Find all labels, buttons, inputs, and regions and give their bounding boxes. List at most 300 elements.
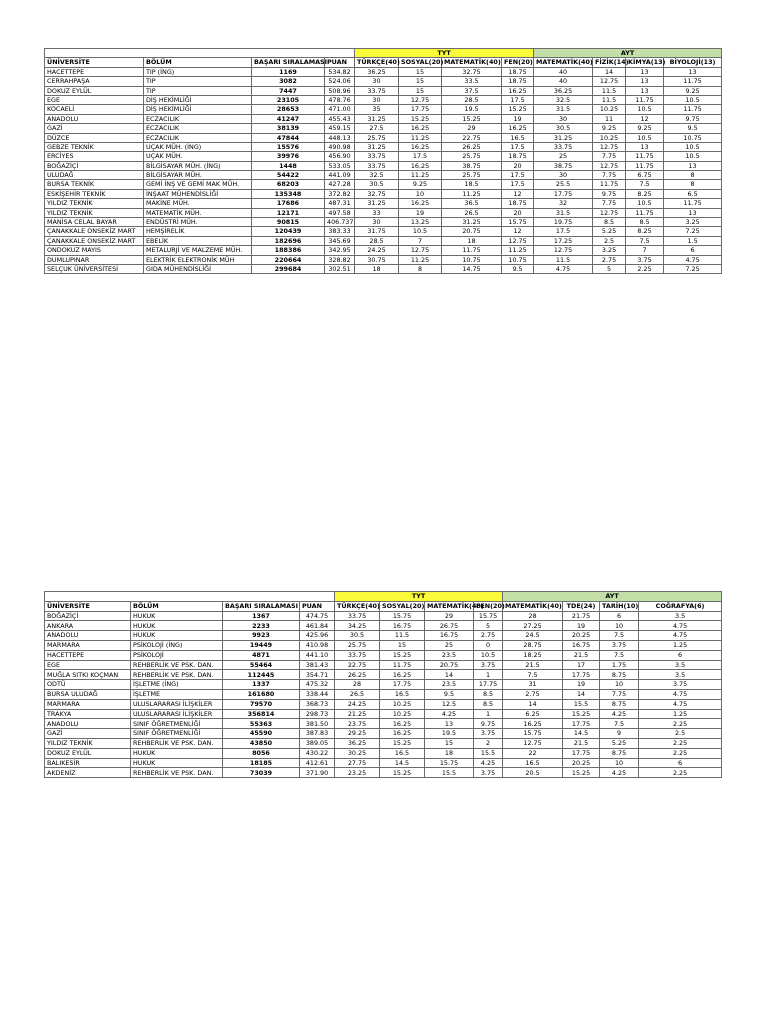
net-cell: 12.75 — [534, 246, 593, 255]
net-cell: 30.75 — [355, 255, 399, 264]
net-cell: 7.25 — [664, 227, 722, 236]
net-cell: 31.5 — [534, 105, 593, 114]
department-cell: HEMŞİRELİK — [144, 227, 252, 236]
department-cell: PSİKOLOJİ (İNG) — [131, 640, 223, 650]
net-cell: 18.25 — [503, 650, 563, 660]
rank-cell: 220664 — [252, 255, 325, 264]
net-cell: 2.25 — [626, 264, 664, 273]
net-cell: 2.25 — [639, 748, 722, 758]
net-cell: 16.25 — [380, 670, 425, 680]
university-cell: DOKUZ EYLÜL — [45, 748, 131, 758]
column-header: ÜNİVERSİTE — [45, 601, 131, 611]
net-cell: 30.25 — [335, 748, 380, 758]
net-cell: 8.25 — [626, 227, 664, 236]
net-cell: 2.75 — [503, 689, 563, 699]
table-row — [45, 709, 722, 719]
net-cell: 14 — [563, 689, 600, 699]
net-cell: 9.25 — [593, 124, 626, 133]
column-header: FEN(20) — [474, 601, 503, 611]
score-cell: 298.73 — [300, 709, 335, 719]
net-cell: 30 — [355, 95, 399, 104]
net-cell: 12.75 — [593, 161, 626, 170]
table-row — [45, 152, 722, 161]
net-cell: 12 — [626, 114, 664, 123]
net-cell: 10 — [600, 621, 639, 631]
table-row — [45, 227, 722, 236]
net-cell: 11.75 — [626, 161, 664, 170]
net-cell: 19 — [563, 621, 600, 631]
net-cell: 3.5 — [639, 611, 722, 621]
department-cell: ECZACILIK — [144, 124, 252, 133]
net-cell: 26.75 — [425, 621, 474, 631]
column-header: TÜRKÇE(40) — [335, 601, 380, 611]
net-cell: 12.75 — [593, 142, 626, 151]
net-cell: 17.5 — [502, 142, 534, 151]
net-cell: 31.25 — [355, 114, 399, 123]
net-cell: 7.5 — [600, 631, 639, 641]
net-cell: 10.5 — [664, 152, 722, 161]
net-cell: 28 — [503, 611, 563, 621]
sheet-table-2 — [44, 591, 722, 778]
net-cell: 8.5 — [474, 689, 503, 699]
net-cell: 20.75 — [425, 660, 474, 670]
department-cell: İŞLETME (İNG) — [131, 680, 223, 690]
net-cell: 14 — [425, 670, 474, 680]
net-cell: 20.25 — [563, 758, 600, 768]
net-cell: 33.75 — [355, 161, 399, 170]
table-row — [45, 611, 722, 621]
net-cell: 11.25 — [399, 255, 442, 264]
university-cell: CERRAHPAŞA — [45, 77, 144, 86]
net-cell: 18 — [355, 264, 399, 273]
net-cell: 19 — [563, 680, 600, 690]
net-cell: 19.5 — [425, 729, 474, 739]
column-header: BAŞARI SIRALAMASI — [223, 601, 300, 611]
net-cell: 18.75 — [502, 199, 534, 208]
net-cell: 31.75 — [355, 227, 399, 236]
net-cell: 16.25 — [503, 719, 563, 729]
net-cell: 11 — [593, 114, 626, 123]
net-cell: 2.5 — [639, 729, 722, 739]
net-cell: 28.5 — [442, 95, 502, 104]
net-cell: 16.25 — [380, 729, 425, 739]
score-cell: 412.61 — [300, 758, 335, 768]
net-cell: 18.75 — [502, 152, 534, 161]
department-cell: ECZACILIK — [144, 114, 252, 123]
net-cell: 18 — [425, 748, 474, 758]
net-cell: 1.25 — [639, 709, 722, 719]
rank-cell: 1337 — [223, 680, 300, 690]
university-cell: BOĞAZİÇİ — [45, 611, 131, 621]
department-cell: UÇAK MÜH. (İNG) — [144, 142, 252, 151]
table-row — [45, 255, 722, 264]
net-cell: 8 — [664, 171, 722, 180]
net-cell: 12.5 — [425, 699, 474, 709]
net-cell: 9.5 — [502, 264, 534, 273]
university-cell: BOĞAZİÇİ — [45, 161, 144, 170]
rank-cell: 55464 — [223, 660, 300, 670]
net-cell: 15 — [399, 77, 442, 86]
net-cell: 11.75 — [664, 105, 722, 114]
rank-cell: 112445 — [223, 670, 300, 680]
net-cell: 31.25 — [534, 133, 593, 142]
net-cell: 9.75 — [474, 719, 503, 729]
university-cell: BURSA TEKNİK — [45, 180, 144, 189]
table-row — [45, 124, 722, 133]
net-cell: 14.75 — [442, 264, 502, 273]
net-cell: 15.25 — [399, 114, 442, 123]
net-cell: 12.75 — [399, 246, 442, 255]
table-row — [45, 105, 722, 114]
net-cell: 15.25 — [380, 650, 425, 660]
net-cell: 10 — [399, 189, 442, 198]
net-cell: 11.5 — [380, 631, 425, 641]
net-cell: 12 — [502, 189, 534, 198]
net-cell: 10.75 — [502, 255, 534, 264]
university-cell: ÇANAKKALE ONSEKİZ MART — [45, 236, 144, 245]
table-row — [45, 199, 722, 208]
department-cell: TIP (İNG) — [144, 67, 252, 76]
column-header: TDE(24) — [563, 601, 600, 611]
score-cell: 441.09 — [325, 171, 355, 180]
net-cell: 10.75 — [442, 255, 502, 264]
net-cell: 21.5 — [563, 650, 600, 660]
net-cell: 25 — [534, 152, 593, 161]
net-cell: 17.5 — [399, 152, 442, 161]
score-cell: 381.43 — [300, 660, 335, 670]
score-cell: 389.05 — [300, 738, 335, 748]
net-cell: 27.5 — [355, 124, 399, 133]
net-cell: 7.75 — [593, 171, 626, 180]
net-cell: 19 — [502, 114, 534, 123]
department-cell: DİŞ HEKİMLİĞİ — [144, 95, 252, 104]
net-cell: 11.75 — [626, 152, 664, 161]
net-cell: 32 — [534, 199, 593, 208]
net-cell: 19 — [399, 208, 442, 217]
net-cell: 22 — [503, 748, 563, 758]
net-cell: 20.25 — [563, 631, 600, 641]
table-row — [45, 86, 722, 95]
rank-cell: 7447 — [252, 86, 325, 95]
net-cell: 16.5 — [380, 748, 425, 758]
net-cell: 16.5 — [503, 758, 563, 768]
net-cell: 18.75 — [502, 67, 534, 76]
net-cell: 32.5 — [355, 171, 399, 180]
department-cell: İŞLETME — [131, 689, 223, 699]
net-cell: 19.5 — [442, 105, 502, 114]
table-row — [45, 208, 722, 217]
department-cell: İNŞAAT MÜHENDİSLİĞİ — [144, 189, 252, 198]
net-cell: 10.5 — [474, 650, 503, 660]
rank-cell: 17686 — [252, 199, 325, 208]
net-cell: 29 — [442, 124, 502, 133]
net-cell: 16.25 — [502, 124, 534, 133]
net-cell: 16.75 — [425, 631, 474, 641]
net-cell: 4.25 — [425, 709, 474, 719]
net-cell: 15.75 — [502, 218, 534, 227]
net-cell: 2 — [474, 738, 503, 748]
net-cell: 3.25 — [593, 246, 626, 255]
rank-cell: 43850 — [223, 738, 300, 748]
net-cell: 10 — [600, 758, 639, 768]
department-cell: REHBERLİK VE PSK. DAN. — [131, 738, 223, 748]
net-cell: 33.75 — [355, 86, 399, 95]
department-cell: TIP — [144, 86, 252, 95]
net-cell: 13.25 — [399, 218, 442, 227]
net-cell: 20.75 — [442, 227, 502, 236]
column-header: BÖLÜM — [144, 58, 252, 67]
net-cell: 12.75 — [593, 77, 626, 86]
table-row — [45, 640, 722, 650]
net-cell: 11.25 — [399, 133, 442, 142]
net-cell: 30 — [534, 114, 593, 123]
table-row — [45, 670, 722, 680]
group-header-row — [45, 592, 722, 602]
score-cell: 534.82 — [325, 67, 355, 76]
net-cell: 2.75 — [593, 255, 626, 264]
net-cell: 13 — [626, 67, 664, 76]
table-row — [45, 161, 722, 170]
score-cell: 345.69 — [325, 236, 355, 245]
net-cell: 15.25 — [380, 738, 425, 748]
table-body — [45, 601, 722, 777]
net-cell: 17.75 — [563, 719, 600, 729]
department-cell: HUKUK — [131, 611, 223, 621]
rank-cell: 45590 — [223, 729, 300, 739]
net-cell: 28 — [335, 680, 380, 690]
net-cell: 8.75 — [600, 699, 639, 709]
net-cell: 4.75 — [664, 255, 722, 264]
net-cell: 36.25 — [534, 86, 593, 95]
department-cell: MAKİNE MÜH. — [144, 199, 252, 208]
score-cell: 490.98 — [325, 142, 355, 151]
column-header: MATEMATİK(40) — [442, 58, 502, 67]
net-cell: 4.25 — [474, 758, 503, 768]
net-cell: 8 — [664, 180, 722, 189]
net-cell: 8.5 — [626, 218, 664, 227]
university-cell: GEBZE TEKNİK — [45, 142, 144, 151]
score-cell: 461.84 — [300, 621, 335, 631]
department-cell: ULUSLARARASI İLİŞKİLER — [131, 699, 223, 709]
net-cell: 7.75 — [593, 152, 626, 161]
sheet-table-1 — [44, 48, 722, 274]
university-cell: YILDIZ TEKNİK — [45, 199, 144, 208]
table-row — [45, 142, 722, 151]
net-cell: 17.75 — [474, 680, 503, 690]
column-header: ÜNİVERSİTE — [45, 58, 144, 67]
net-cell: 13 — [626, 142, 664, 151]
net-cell: 14.5 — [380, 758, 425, 768]
net-cell: 26.25 — [442, 142, 502, 151]
net-cell: 7 — [399, 236, 442, 245]
university-cell: AKDENİZ — [45, 768, 131, 778]
net-cell: 15.5 — [563, 699, 600, 709]
net-cell: 40 — [534, 77, 593, 86]
net-cell: 15.25 — [380, 768, 425, 778]
table-row — [45, 264, 722, 273]
department-cell: ECZACILIK — [144, 133, 252, 142]
net-cell: 23.75 — [335, 719, 380, 729]
score-cell: 387.83 — [300, 729, 335, 739]
net-cell: 36.25 — [335, 738, 380, 748]
score-cell: 427.28 — [325, 180, 355, 189]
net-cell: 4.75 — [639, 689, 722, 699]
net-cell: 25.75 — [442, 171, 502, 180]
table-row — [45, 738, 722, 748]
rank-cell: 41247 — [252, 114, 325, 123]
net-cell: 3.75 — [474, 729, 503, 739]
score-cell: 425.96 — [300, 631, 335, 641]
score-cell: 474.75 — [300, 611, 335, 621]
university-cell: BURSA ULUDAĞ — [45, 689, 131, 699]
net-cell: 11.75 — [380, 660, 425, 670]
blank-header-cell — [45, 49, 355, 58]
department-cell: UÇAK MÜH. — [144, 152, 252, 161]
net-cell: 9.75 — [593, 189, 626, 198]
score-cell: 342.95 — [325, 246, 355, 255]
score-cell: 302.51 — [325, 264, 355, 273]
net-cell: 11.25 — [442, 189, 502, 198]
rank-cell: 39976 — [252, 152, 325, 161]
university-cell: TRAKYA — [45, 709, 131, 719]
net-cell: 23.5 — [425, 650, 474, 660]
net-cell: 4.25 — [600, 709, 639, 719]
net-cell: 12.75 — [503, 738, 563, 748]
group-ayt-header: AYT — [503, 592, 722, 602]
net-cell: 9.5 — [664, 124, 722, 133]
score-cell: 406.737 — [325, 218, 355, 227]
net-cell: 15.75 — [425, 758, 474, 768]
net-cell: 33 — [355, 208, 399, 217]
net-cell: 2.5 — [593, 236, 626, 245]
score-cell: 475.32 — [300, 680, 335, 690]
net-cell: 7.5 — [626, 180, 664, 189]
net-cell: 16.25 — [399, 142, 442, 151]
rank-cell: 182696 — [252, 236, 325, 245]
net-cell: 14.5 — [563, 729, 600, 739]
university-cell: MARMARA — [45, 640, 131, 650]
net-cell: 7 — [626, 246, 664, 255]
net-cell: 10.5 — [664, 142, 722, 151]
rank-cell: 1367 — [223, 611, 300, 621]
department-cell: BİLGİSAYAR MÜH. (İNG) — [144, 161, 252, 170]
net-cell: 9.25 — [626, 124, 664, 133]
score-cell: 354.71 — [300, 670, 335, 680]
net-cell: 10.5 — [626, 199, 664, 208]
net-cell: 37.5 — [442, 86, 502, 95]
net-cell: 13 — [626, 86, 664, 95]
net-cell: 35 — [355, 105, 399, 114]
university-cell: GAZİ — [45, 729, 131, 739]
net-cell: 12.75 — [502, 236, 534, 245]
table-row — [45, 689, 722, 699]
rank-cell: 8056 — [223, 748, 300, 758]
net-cell: 36.5 — [442, 199, 502, 208]
net-cell: 15.25 — [502, 105, 534, 114]
net-cell: 26.5 — [335, 689, 380, 699]
score-cell: 455.43 — [325, 114, 355, 123]
table-row — [45, 189, 722, 198]
university-cell: ANKARA — [45, 621, 131, 631]
column-header: TARİH(10) — [600, 601, 639, 611]
net-cell: 25.75 — [335, 640, 380, 650]
net-cell: 11.5 — [593, 86, 626, 95]
net-cell: 3.75 — [600, 640, 639, 650]
university-cell: MUĞLA SITKI KOÇMAN — [45, 670, 131, 680]
net-cell: 15 — [425, 738, 474, 748]
net-cell: 16.25 — [502, 86, 534, 95]
net-cell: 21.25 — [335, 709, 380, 719]
column-header-row — [45, 601, 722, 611]
table-row — [45, 621, 722, 631]
net-cell: 17.75 — [534, 189, 593, 198]
rank-cell: 356814 — [223, 709, 300, 719]
net-cell: 10.5 — [399, 227, 442, 236]
net-cell: 5.25 — [593, 227, 626, 236]
net-cell: 32.5 — [534, 95, 593, 104]
table-row — [45, 133, 722, 142]
net-cell: 15.25 — [563, 768, 600, 778]
net-cell: 9.5 — [425, 689, 474, 699]
university-cell: SELÇUK ÜNİVERSİTESİ — [45, 264, 144, 273]
university-cell: DÜZCE — [45, 133, 144, 142]
department-cell: PSİKOLOJİ — [131, 650, 223, 660]
net-cell: 10.25 — [593, 133, 626, 142]
net-cell: 2.25 — [639, 719, 722, 729]
net-cell: 5.25 — [600, 738, 639, 748]
net-cell: 6.25 — [503, 709, 563, 719]
university-cell: KOCAELİ — [45, 105, 144, 114]
net-cell: 33.75 — [534, 142, 593, 151]
net-cell: 22.75 — [442, 133, 502, 142]
net-cell: 24.5 — [503, 631, 563, 641]
net-cell: 38.75 — [534, 161, 593, 170]
net-cell: 11.25 — [502, 246, 534, 255]
net-cell: 15.75 — [503, 729, 563, 739]
department-cell: ULUSLARARASI İLİŞKİLER — [131, 709, 223, 719]
net-cell: 10.5 — [626, 105, 664, 114]
net-cell: 11.5 — [593, 95, 626, 104]
net-cell: 3.5 — [639, 670, 722, 680]
net-cell: 17.75 — [563, 670, 600, 680]
net-cell: 22.75 — [335, 660, 380, 670]
university-cell: YILDIZ TEKNİK — [45, 738, 131, 748]
net-cell: 36.25 — [355, 67, 399, 76]
university-cell: DUMLUPINAR — [45, 255, 144, 264]
net-cell: 13 — [664, 67, 722, 76]
rank-cell: 54422 — [252, 171, 325, 180]
net-cell: 25.75 — [442, 152, 502, 161]
net-cell: 11.75 — [626, 95, 664, 104]
department-cell: BİLGİSAYAR MÜH. — [144, 171, 252, 180]
university-cell: HACETTEPE — [45, 67, 144, 76]
net-cell: 31.25 — [355, 142, 399, 151]
table-row — [45, 95, 722, 104]
net-cell: 21.5 — [503, 660, 563, 670]
rank-cell: 161680 — [223, 689, 300, 699]
rank-cell: 23105 — [252, 95, 325, 104]
rank-cell: 19449 — [223, 640, 300, 650]
group-header-row — [45, 49, 722, 58]
university-cell: ESKİŞEHİR TEKNİK — [45, 189, 144, 198]
table-row — [45, 758, 722, 768]
net-cell: 6 — [639, 650, 722, 660]
net-cell: 9.25 — [399, 180, 442, 189]
net-cell: 23.25 — [335, 768, 380, 778]
net-cell: 4.75 — [639, 699, 722, 709]
net-cell: 31.5 — [534, 208, 593, 217]
column-header: MATEMATİK(40) — [503, 601, 563, 611]
